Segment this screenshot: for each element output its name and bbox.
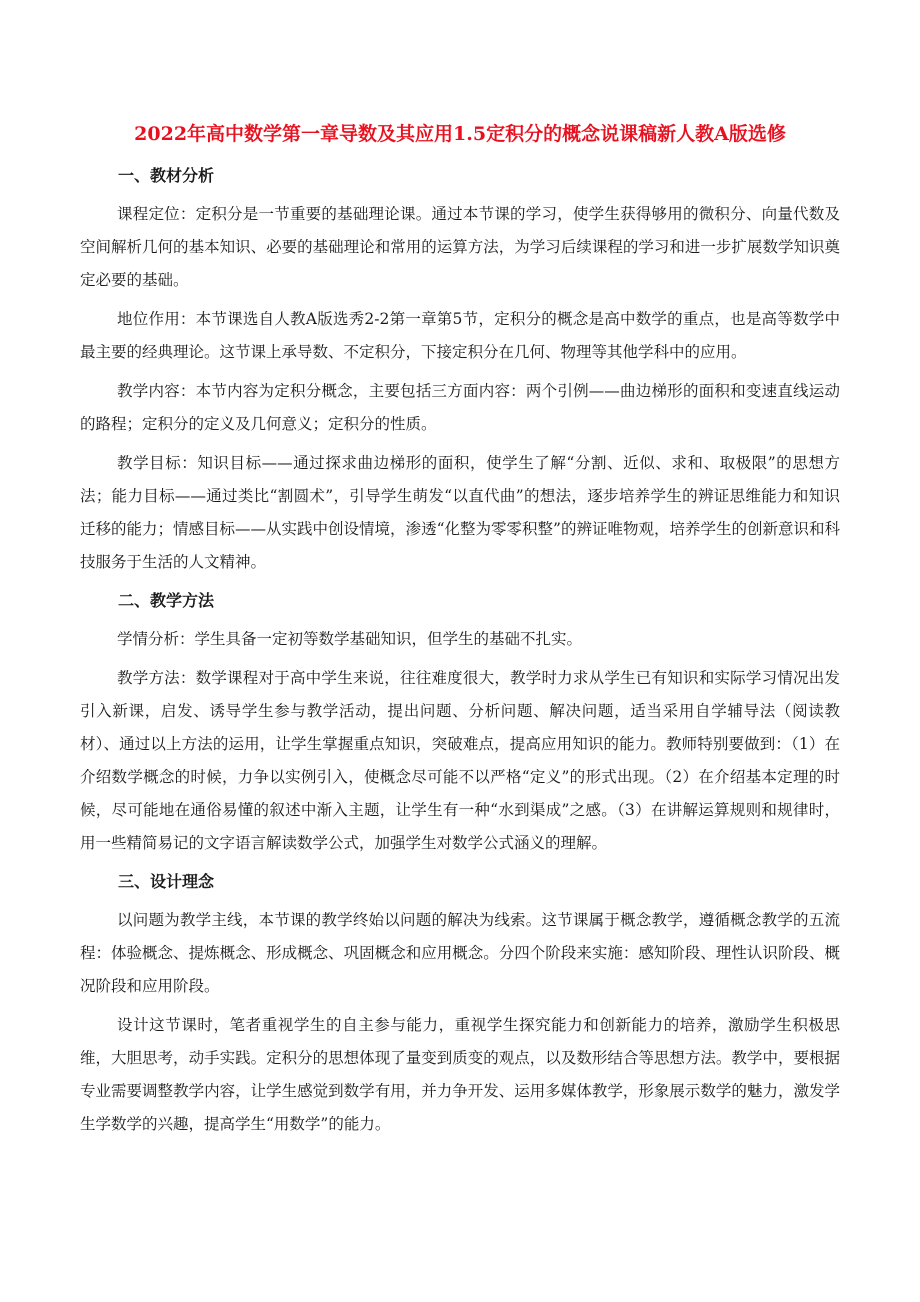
section-heading: 一、教材分析 [118,166,215,185]
document-title: 2022年高中数学第一章导数及其应用1.5定积分的概念说课稿新人教A版选修 [134,123,786,145]
document-body [80,160,840,1147]
paragraph-student-analysis: 学情分析：学生具备一定初等数学基础知识，但学生的基础不扎实。 [117,630,583,648]
paragraph-objectives: 教学目标：知识目标——通过探求曲边梯形的面积，使学生了解“分割、近似、求和、取极限”的思想方法；能力目标——通过类比“割圆术”，引导学生萌发“以直代曲”的想法，逐步培养学生的辨证思维能力和知识迁移的能力；情感目标——从实践中创设情境，渗透“化整为零零积整”的辨证唯物观，培养学生的创新意识和科技服务于生活的人文精神。 [80,454,840,571]
paragraph-role: 地位作用：本节课选自人教A版选秀2-2第一章第5节，定积分的概念是高中数学的重点，也是高等数学中最主要的经典理论。这节课上承导数、不定积分，下接定积分在几何、物理等其他学科中的应用。 [80,310,840,361]
paragraph-main-line: 以问题为教学主线，本节课的教学终始以问题的解决为线索。这节课属于概念教学，遵循概念教学的五流程：体验概念、提炼概念、形成概念、巩固概念和应用概念。分四个阶段来实施：感知阶段、理性认识阶段、概况阶段和应用阶段。 [80,911,840,995]
section-heading: 二、教学方法 [118,591,215,610]
paragraph-design: 设计这节课时，笔者重视学生的自主参与能力，重视学生探究能力和创新能力的培养，激励学生积极思维，大胆思考，动手实践。定积分的思想体现了量变到质变的观点，以及数形结合等思想方法。教学中，要根据专业需要调整教学内容，让学生感觉到数学有用，并力争开发、运用多媒体教学，形象展示数学的魅力，激发学生学数学的兴趣，提高学生“用数学”的能力。 [80,1016,840,1133]
paragraph-content: 教学内容：本节内容为定积分概念，主要包括三方面内容：两个引例——曲边梯形的面积和变速直线运动的路程；定积分的定义及几何意义；定积分的性质。 [80,382,840,433]
paragraph-methods: 教学方法：数学课程对于高中学生来说，往往难度很大，教学时力求从学生已有知识和实际学习情况出发引入新课，启发、诱导学生参与教学活动，提出问题、分析问题、解决问题，适当采用自学辅导法（阅读教材）、通过以上方法的运用，让学生掌握重点知识，突破难点，提高应用知识的能力。教师特别要做到：（1）在介绍数学概念的时候，力争以实例引入，使概念尽可能不以严格“定义”的形式出现。（2）在介绍基本定理的时候，尽可能地在通俗易懂的叙述中渐入主题，让学生有一种“水到渠成”之感。（3）在讲解运算规则和规律时，用一些精简易记的文字语言解读数学公式，加强学生对数学公式涵义的理解。 [80,669,840,852]
section-textbook-analysis [80,160,840,579]
section-heading: 三、设计理念 [118,872,215,891]
paragraph-course-positioning: 课程定位：定积分是一节重要的基础理论课。通过本节课的学习，使学生获得够用的微积分、向量代数及空间解析几何的基本知识、必要的基础理论和常用的运算方法，为学习后续课程的学习和进一步扩展数学知识奠定必要的基础。 [80,205,840,289]
section-design-philosophy [80,866,840,1141]
section-teaching-methods [80,585,840,860]
